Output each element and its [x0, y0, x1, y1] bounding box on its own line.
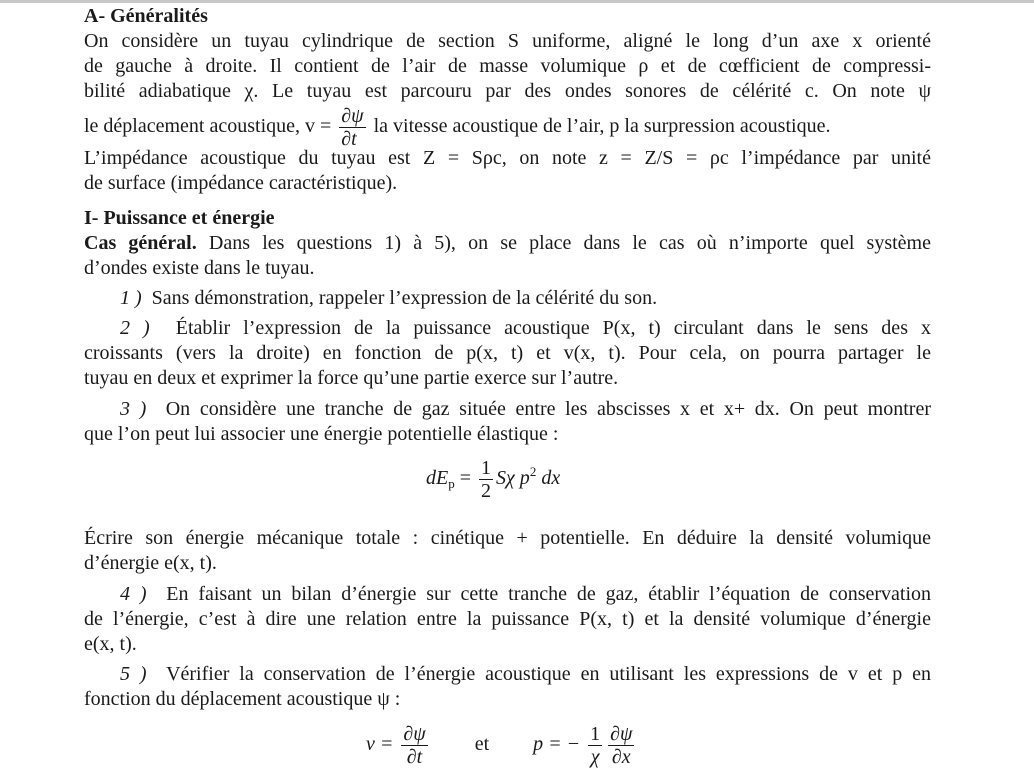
question-number: 4 ) — [120, 583, 147, 605]
fraction-denominator: ∂t — [406, 746, 423, 768]
fraction-numerator: ∂ψ — [610, 723, 633, 745]
line4-after: la vitesse acoustique de l’air, p la surpression acoustique. — [373, 115, 831, 137]
question-number: 1 ) — [120, 287, 142, 309]
one-over-chi-fraction — [588, 723, 602, 768]
velocity-pressure-equations — [366, 723, 637, 768]
question-4-line-1 — [84, 582, 931, 606]
dpsi-dt-fraction — [401, 723, 427, 768]
section-1-intro — [84, 231, 931, 255]
question-number: 3 ) — [120, 398, 147, 420]
eq-rhs-exponent: 2 — [529, 464, 537, 480]
question-2-line-2: croissants (vers la droite) en fonction de p(x, t) et v(x, t). Pour cela, on pourra partager le — [84, 342, 931, 364]
one-half-fraction — [479, 457, 493, 502]
elastic-energy-equation — [426, 457, 560, 502]
question-4-line-3: e(x, t). — [84, 633, 137, 655]
viewer-top-border — [0, 0, 1034, 3]
v-lhs: v = — [366, 733, 394, 756]
section-a-line-2: de gauche à droite. Il contient de l’air de masse volumique ρ et de cœfficient de compressi- — [84, 55, 931, 77]
eq-equals: = — [459, 467, 471, 490]
fraction-numerator: ∂ψ — [403, 723, 426, 745]
fraction-denominator: 2 — [481, 480, 491, 502]
section-a-line-4 — [84, 103, 931, 149]
fraction-numerator: ∂ψ — [341, 104, 364, 127]
question-3-after-line-2: d’énergie e(x, t). — [84, 552, 217, 574]
question-2-line-1 — [84, 316, 931, 340]
dpsi-dx-fraction — [608, 723, 634, 768]
eq-differential: dx — [541, 467, 561, 490]
fraction-numerator: 1 — [590, 723, 601, 745]
fraction-denominator: ∂x — [611, 746, 631, 768]
section-a-line-1: On considère un tuyau cylindrique de section S uniforme, aligné le long d’un axe x orienté — [84, 30, 931, 52]
question-number: 2 ) — [120, 317, 150, 339]
question-5-line-2: fonction du déplacement acoustique ψ : — [84, 688, 401, 710]
eq-rhs: Sχ p — [496, 467, 530, 490]
question-text: Sans démonstration, rappeler l’expression de la célérité du son. — [151, 287, 658, 309]
eq-lhs: dE — [426, 467, 449, 490]
line4-before: le déplacement acoustique, v = — [84, 115, 332, 137]
question-5-line-1 — [84, 662, 931, 686]
section-a-line-6: de surface (impédance caractéristique). — [84, 172, 398, 194]
section-a-line-3: bilité adiabatique χ. Le tuyau est parcouru par des ondes sonores de célérité c. On note ψ — [84, 80, 931, 102]
question-text: On considère une tranche de gaz située entre les abscisses x et x+ dx. On peut montrer — [165, 398, 931, 420]
dpsi-dt-fraction — [339, 105, 365, 150]
section-a-line-5: L’impédance acoustique du tuyau est Z = Sρc, on note z = Z/S = ρc l’impédance par unité — [84, 147, 931, 169]
p-lhs: p = − — [533, 733, 581, 756]
question-text: Établir l’expression de la puissance acoustique P(x, t) circulant dans le sens des x — [175, 317, 931, 339]
intro-bold-label: Cas général. — [84, 232, 197, 254]
question-text: En faisant un bilan d’énergie sur cette tranche de gaz, établir l’équation de conservation — [166, 583, 932, 605]
fraction-denominator: χ — [590, 746, 600, 768]
question-3-line-2: que l’on peut lui associer une énergie potentielle élastique : — [84, 423, 559, 445]
fraction-numerator: 1 — [481, 457, 491, 479]
section-1-title: I- Puissance et énergie — [84, 207, 275, 229]
intro-text: Dans les questions 1) à 5), on se place dans le cas où n’importe quel système — [208, 232, 931, 254]
question-number: 5 ) — [120, 663, 147, 685]
connector-et: et — [474, 733, 490, 756]
question-3-line-1 — [84, 397, 931, 421]
eq-lhs-subscript: p — [448, 476, 455, 492]
section-1-intro-line-2: d’ondes existe dans le tuyau. — [84, 257, 315, 279]
question-4-line-2: de l’énergie, c’est à dire une relation entre la puissance P(x, t) et la densité volumique d’énergie — [84, 608, 931, 630]
fraction-denominator: ∂t — [341, 127, 357, 150]
question-3-after-line-1: Écrire son énergie mécanique totale : cinétique + potentielle. En déduire la densité volumique — [84, 527, 931, 549]
question-2-line-3: tuyau en deux et exprimer la force qu’une partie exerce sur l’autre. — [84, 367, 619, 389]
question-text: Vérifier la conservation de l’énergie acoustique en utilisant les expressions de v et p en — [166, 663, 931, 685]
question-1 — [84, 286, 931, 310]
section-a-title: A- Généralités — [84, 5, 208, 27]
